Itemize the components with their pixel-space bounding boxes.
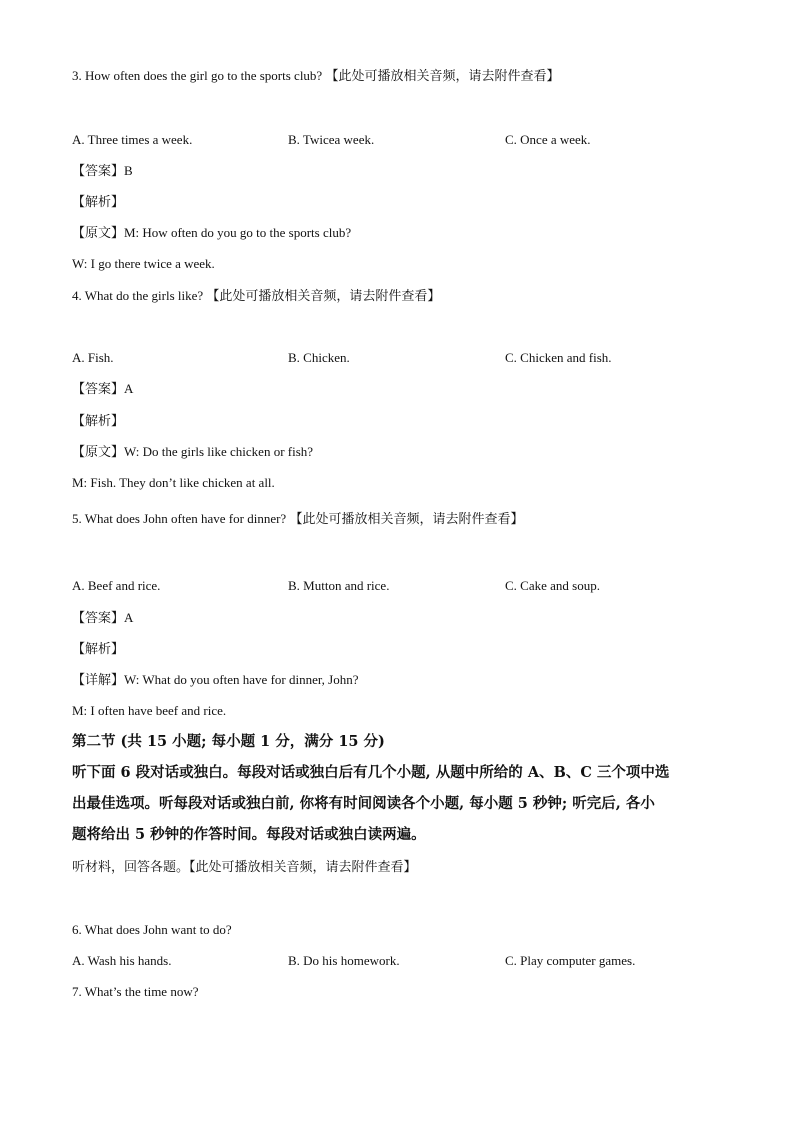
- analysis-3: 【解析】: [72, 194, 125, 209]
- option-c: C. Play computer games.: [505, 953, 636, 968]
- analysis-4: 【解析】: [72, 413, 125, 428]
- transcript-5-line-1: 【详解】W: What do you often have for dinner, John?: [72, 672, 359, 687]
- option-b: B. Twicea week.: [288, 132, 375, 147]
- instructions-line-1: 听下面 6 段对话或独白。每段对话或独白后有几个小题, 从题中所给的 A、B、C 三个项中选: [72, 764, 670, 781]
- audio-note: 听材料，回答各题。【此处可播放相关音频，请去附件查看】: [72, 859, 417, 874]
- question-7: 7. What’s the time now?: [72, 984, 199, 999]
- transcript-3-line-1: 【原文】M: How often do you go to the sports club?: [72, 225, 352, 240]
- option-a: A. Three times a week.: [72, 132, 193, 147]
- question-6-options: [72, 952, 752, 970]
- question-6: 6. What does John want to do?: [72, 922, 232, 937]
- option-a: A. Fish.: [72, 350, 114, 365]
- instructions-line-3: 题将给出 5 秒钟的作答时间。每段对话或独白读两遍。: [72, 826, 426, 843]
- transcript-4-line-2: M: Fish. They don’t like chicken at all.: [72, 475, 275, 490]
- answer-4: 【答案】A: [72, 381, 134, 396]
- question-3: 3. How often does the girl go to the sports club? 【此处可播放相关音频，请去附件查看】: [72, 68, 560, 83]
- question-5: 5. What does John often have for dinner? 【此处可播放相关音频，请去附件查看】: [72, 511, 524, 526]
- transcript-5-line-2: M: I often have beef and rice.: [72, 703, 227, 718]
- option-c: C. Cake and soup.: [505, 578, 600, 593]
- question-4: 4. What do the girls like? 【此处可播放相关音频，请去附件查看】: [72, 288, 441, 303]
- answer-3: 【答案】B: [72, 163, 133, 178]
- transcript-4-line-1: 【原文】W: Do the girls like chicken or fish?: [72, 444, 314, 459]
- option-a: A. Beef and rice.: [72, 578, 161, 593]
- answer-5: 【答案】A: [72, 610, 134, 625]
- option-b: B. Chicken.: [288, 350, 350, 365]
- option-b: B. Mutton and rice.: [288, 578, 390, 593]
- question-5-options: [72, 577, 752, 595]
- analysis-5: 【解析】: [72, 641, 125, 656]
- instructions-line-2: 出最佳选项。听每段对话或独白前, 你将有时间阅读各个小题, 每小题 5 秒钟; 听完后, 各小: [72, 795, 655, 812]
- question-3-options: [72, 131, 752, 149]
- option-a: A. Wash his hands.: [72, 953, 172, 968]
- question-4-options: [72, 349, 752, 367]
- section-heading: 第二节 (共 15 小题; 每小题 1 分，满分 15 分): [72, 733, 385, 750]
- transcript-3-line-2: W: I go there twice a week.: [72, 256, 215, 271]
- option-b: B. Do his homework.: [288, 953, 400, 968]
- option-c: C. Chicken and fish.: [505, 350, 612, 365]
- option-c: C. Once a week.: [505, 132, 591, 147]
